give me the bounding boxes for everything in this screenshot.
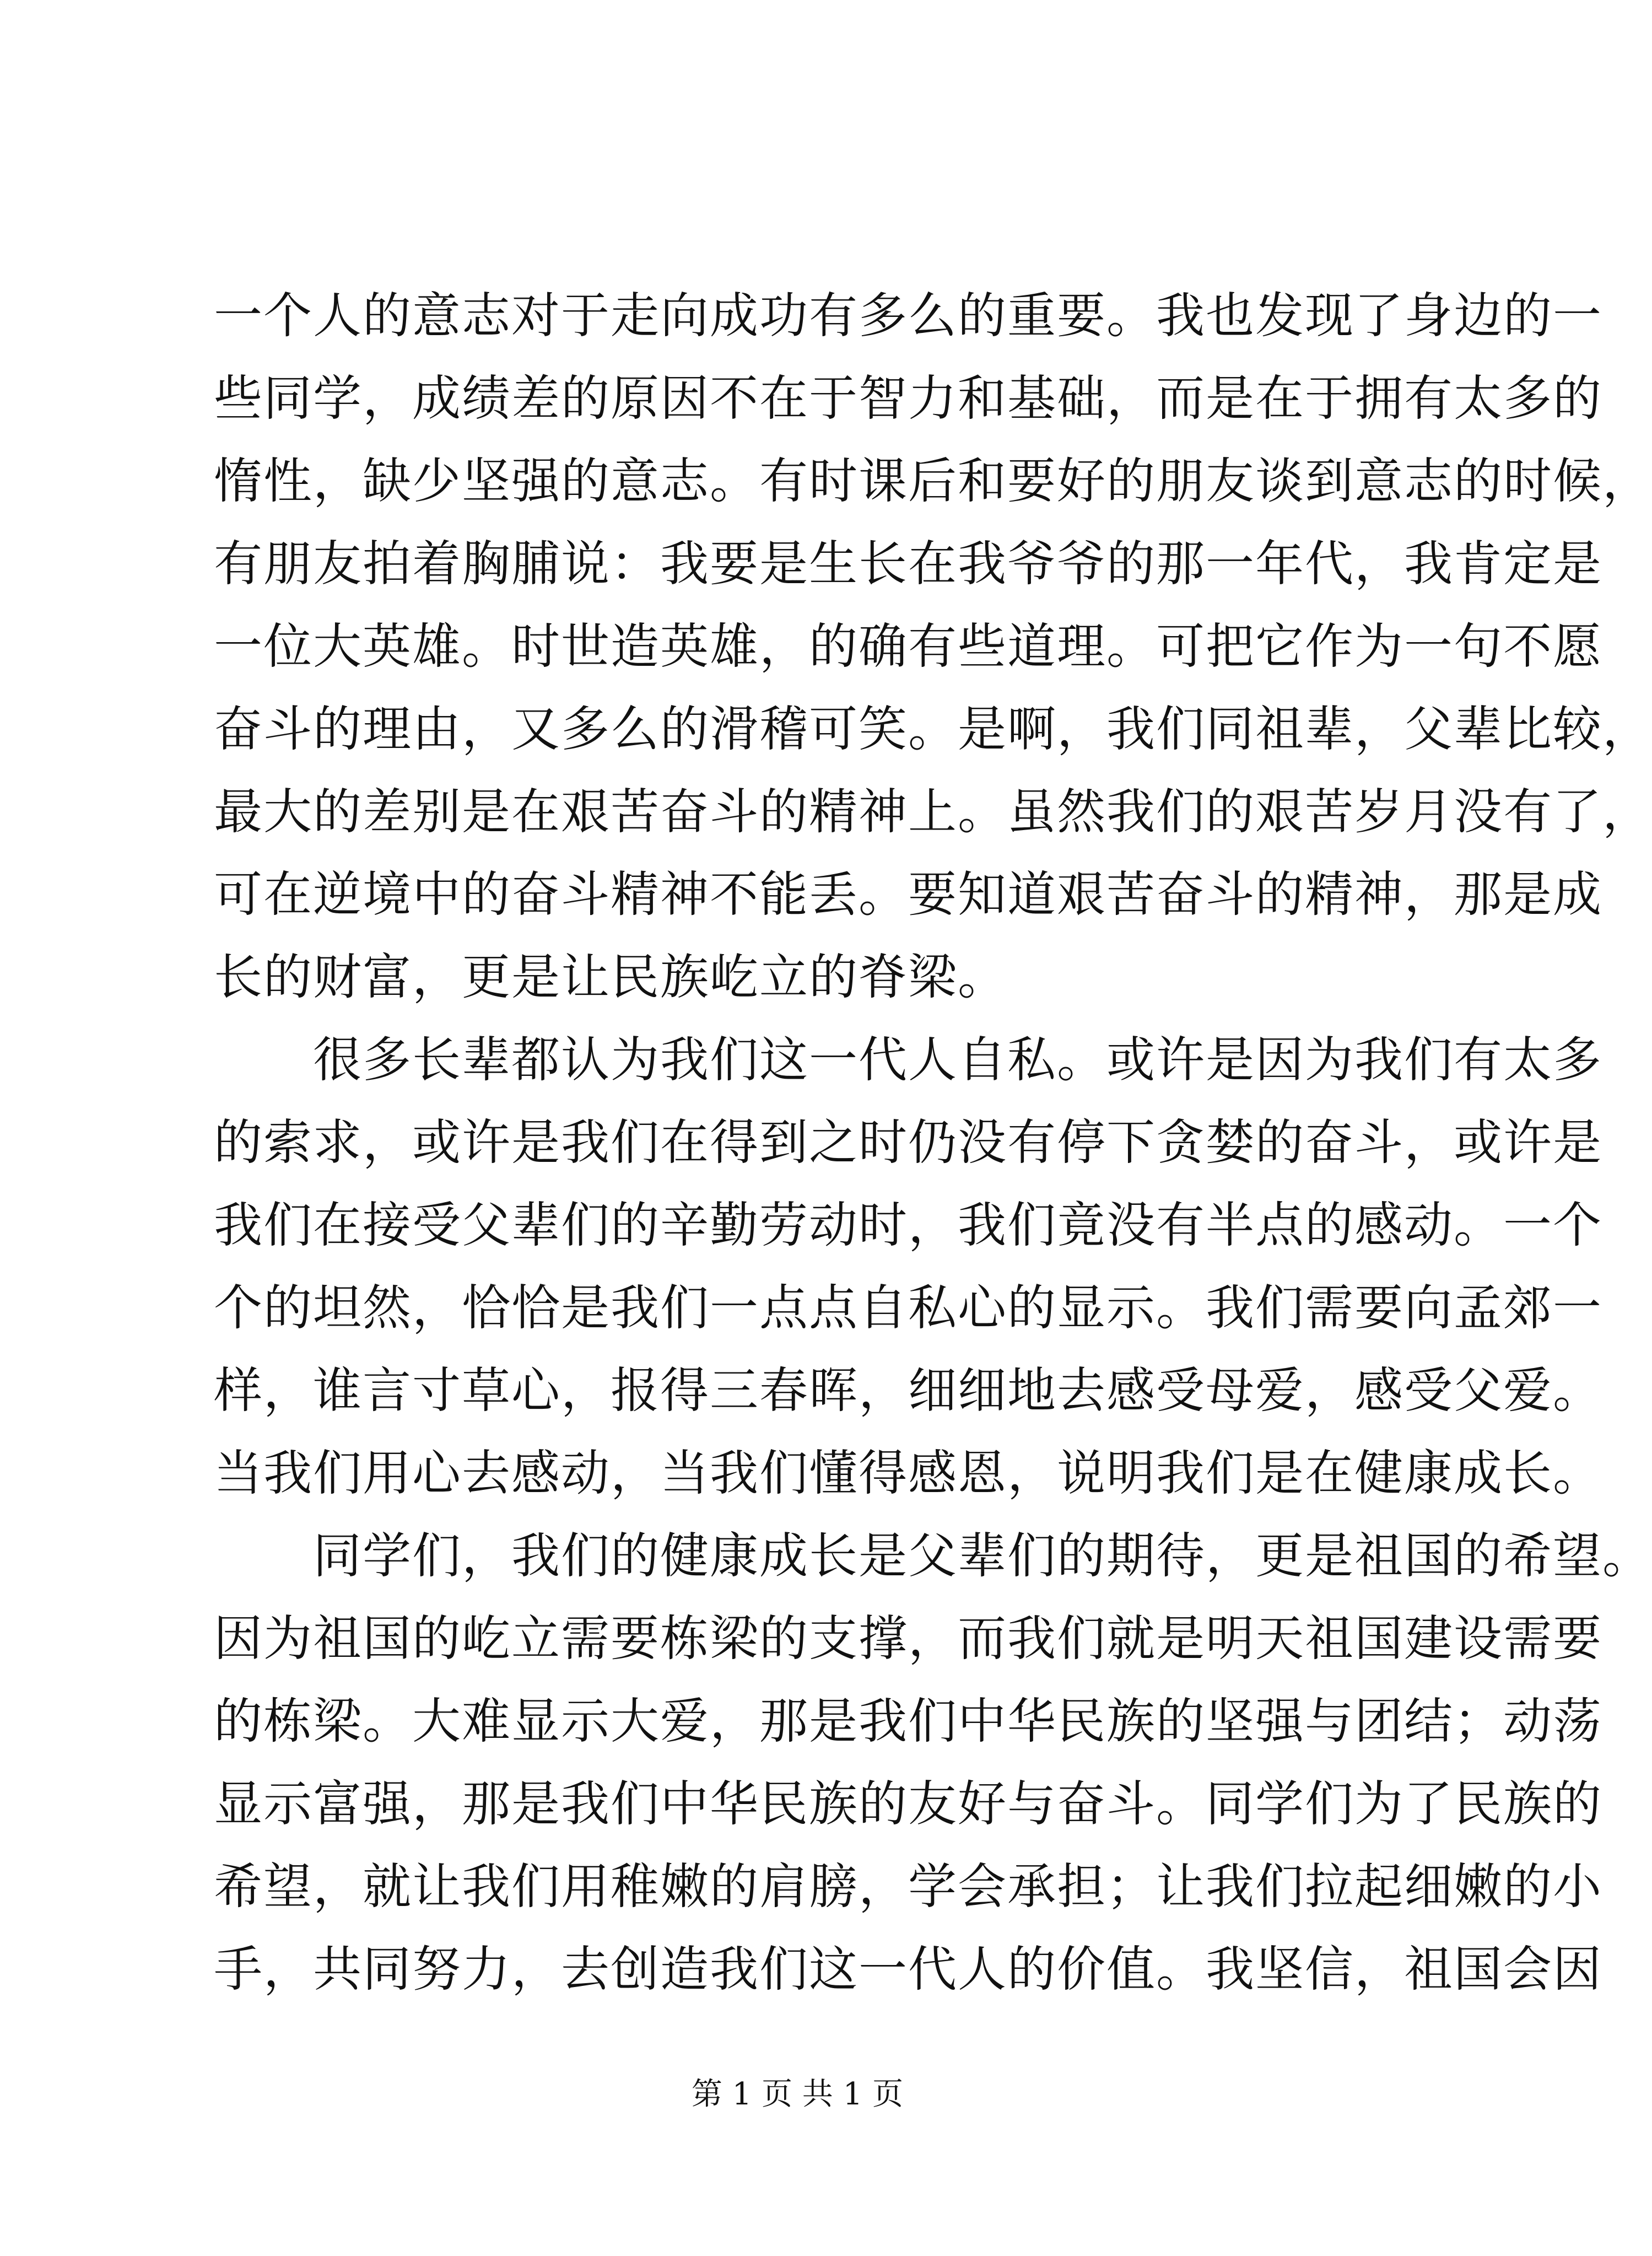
text-line: 显示富强，那是我们中华民族的友好与奋斗。同学们为了民族的 [214, 1775, 1603, 1832]
text-line: 有朋友拍着胸脯说：我要是生长在我爷爷的那一年代，我肯定是 [214, 535, 1603, 592]
text-line: 些同学，成绩差的原因不在于智力和基础，而是在于拥有太多的 [214, 370, 1603, 427]
text-line: 奋斗的理由，又多么的滑稽可笑。是啊，我们同祖辈，父辈比较， [214, 701, 1652, 757]
text-line: 惰性，缺少坚强的意志。有时课后和要好的朋友谈到意志的时候， [214, 453, 1652, 509]
text-line: 因为祖国的屹立需要栋梁的支撑，而我们就是明天祖国建设需要 [214, 1610, 1603, 1667]
text-line: 个的坦然，恰恰是我们一点点自私心的显示。我们需要向孟郊一 [214, 1279, 1603, 1336]
text-line: 样，谁言寸草心，报得三春晖，细细地去感受母爱，感受父爱。 [214, 1362, 1603, 1419]
page-footer: 第 1 页 共 1 页 [691, 2076, 904, 2112]
text-line: 的栋梁。大难显示大爱，那是我们中华民族的坚强与团结；动荡 [214, 1693, 1603, 1749]
text-line: 的索求，或许是我们在得到之时仍没有停下贪婪的奋斗，或许是 [214, 1114, 1603, 1171]
text-line: 希望，就让我们用稚嫩的肩膀，学会承担；让我们拉起细嫩的小 [214, 1858, 1603, 1915]
text-line: 最大的差别是在艰苦奋斗的精神上。虽然我们的艰苦岁月没有了， [214, 783, 1652, 840]
body-text [214, 274, 1652, 2011]
text-line: 手，共同努力，去创造我们这一代人的价值。我坚信，祖国会因 [214, 1941, 1603, 1997]
text-line: 一个人的意志对于走向成功有多么的重要。我也发现了身边的一 [214, 287, 1603, 344]
text-line: 可在逆境中的奋斗精神不能丢。要知道艰苦奋斗的精神，那是成 [214, 866, 1603, 923]
text-line: 我们在接受父辈们的辛勤劳动时，我们竟没有半点的感动。一个 [214, 1197, 1603, 1253]
text-line: 当我们用心去感动，当我们懂得感恩，说明我们是在健康成长。 [214, 1445, 1603, 1501]
text-line: 同学们，我们的健康成长是父辈们的期待，更是祖国的希望。 [214, 1527, 1652, 1584]
text-line: 一位大英雄。时世造英雄，的确有些道理。可把它作为一句不愿 [214, 618, 1603, 675]
text-line: 长的财富，更是让民族屹立的脊梁。 [214, 949, 1008, 1005]
text-line: 很多长辈都认为我们这一代人自私。或许是因为我们有太多 [214, 1031, 1603, 1088]
